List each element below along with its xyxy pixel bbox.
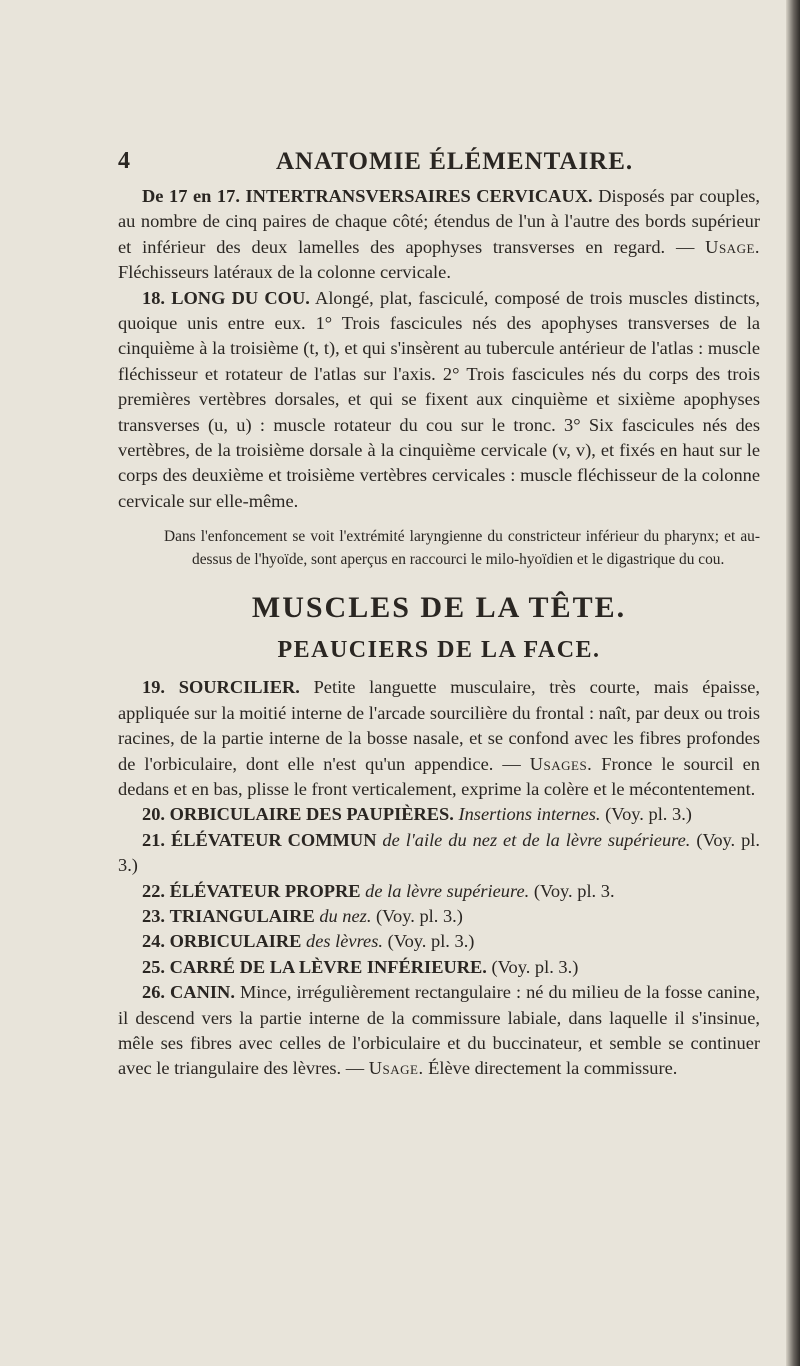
- page-number: 4: [118, 148, 130, 174]
- entry-name: SOURCILIER.: [178, 677, 300, 698]
- entry-name: ORBICULAIRE DES PAUPIÈRES.: [169, 804, 454, 825]
- book-page: [118, 148, 760, 1082]
- entry-name: CANIN.: [170, 982, 235, 1003]
- entry-ref: (Voy. pl. 3.): [600, 804, 692, 825]
- entry-name: ORBICULAIRE: [169, 931, 302, 952]
- entry-number: 19.: [142, 677, 165, 698]
- entry-name: LONG DU COU.: [171, 287, 310, 308]
- entry-italic: du nez.: [314, 905, 372, 926]
- entry-ref: (Voy. pl. 3.): [382, 931, 475, 952]
- entry-ref: (Voy. pl. 3.): [118, 829, 760, 876]
- entry-text: Fléchisseurs latéraux de la colonne cervicale.: [118, 262, 451, 283]
- entry-ref: (Voy. pl. 3.): [486, 956, 579, 977]
- entry-text: Petite languette musculaire, très courte, mais épaisse, appliquée sur la moitié interne de l'arcade sourcilière du frontal : naît, par deux ou trois racines, de la partie interne de la bosse nasale, et se confond avec les fibres profondes de l'orbiculaire, dont elle n'est qu'un appendice. —: [118, 677, 760, 774]
- entry-number: 24.: [142, 931, 165, 952]
- entry-number: 25.: [142, 956, 165, 977]
- entry-text: Disposés par couples, au nombre de cinq paires de chaque côté; étendus de l'un à l'autre des bords supérieur et inférieur des deux lamelles des apophyses transverses en regard. —: [118, 186, 760, 257]
- entry-name: ÉLÉVATEUR COMMUN: [170, 829, 377, 850]
- entry-intertransversaires: [118, 184, 760, 286]
- entry-number: 22.: [142, 880, 165, 901]
- section-title: MUSCLES DE LA TÊTE.: [251, 591, 627, 625]
- entry-orbiculaire-levres: [118, 929, 760, 954]
- entry-elevateur-commun: [118, 828, 760, 879]
- entry-number: 23.: [142, 905, 165, 926]
- entry-number: 26.: [142, 982, 165, 1003]
- entry-italic: de la lèvre supérieure.: [360, 880, 530, 901]
- entry-number: 18.: [142, 287, 165, 308]
- running-title: ANATOMIE ÉLÉMENTAIRE.: [276, 148, 634, 175]
- figure-note: Dans l'enfoncement se voit l'extrémité laryngienne du constricteur inférieur du pharynx; et au-dessus de l'hyoïde, sont aperçus en raccourci le milo-hyoïdien et le digastrique du cou.: [164, 528, 760, 569]
- entry-italic: des lèvres.: [301, 931, 383, 952]
- entry-ref: (Voy. pl. 3.: [529, 880, 615, 901]
- entry-text: Alongé, plat, fasciculé, composé de trois muscles distincts, quoique unis entre eux. 1° Trois fascicules nés des apophyses transverses de la cinquième à la troisième (t, t), et qui s'insèrent au tubercule antérieur de l'atlas : muscle fléchisseur et rotateur de l'atlas sur l'axis. 2° Trois fascicules nés du corps des trois premières vertèbres dorsales, et qui se fixent aux cinquième et sixième apophyses transverses (u, u) : muscle rotateur du cou sur le tronc. 3° Six fascicules nés des vertèbres, de la troisième dorsale à la cinquième cervicale (v, v), et fixés en haut sur le corps des deuxième et troisième vertèbres cervicales : muscle fléchisseur de la colonne cervicale sur elle-même.: [118, 287, 760, 511]
- entry-text: Élève directement la commissure.: [423, 1058, 678, 1079]
- entry-canin: [118, 980, 760, 1082]
- entry-italic: de l'aile du nez et de la lèvre supérieure.: [376, 829, 691, 850]
- entry-text: Mince, irrégulièrement rectangulaire : né du milieu de la fosse canine, il descend vers la partie interne de la commissure labiale, dans laquelle il s'insinue, mêle ses fibres avec celles de l'orbiculaire et du buccinateur, et semble se continuer avec le triangulaire des lèvres. —: [118, 982, 760, 1079]
- entry-carre-levre: [118, 955, 760, 980]
- entry-ref: (Voy. pl. 3.): [371, 905, 463, 926]
- usage-label: Usage.: [705, 236, 760, 257]
- entry-number: De 17 en 17.: [142, 186, 240, 206]
- entry-text: Fronce le sourcil en dedans et en bas, plisse le front verticalement, exprime la colère et le mécontentement.: [118, 753, 760, 799]
- entry-sourcilier: [118, 675, 760, 802]
- usage-label: Usages.: [529, 753, 593, 774]
- entry-name: INTERTRANSVERSAIRES CERVICAUX.: [245, 186, 593, 206]
- entry-italic: Insertions internes.: [453, 804, 601, 825]
- running-head: [118, 148, 760, 184]
- entry-elevateur-propre: [118, 879, 760, 904]
- entry-name: TRIANGULAIRE: [169, 905, 315, 926]
- usage-label: Usage.: [368, 1058, 424, 1079]
- page-edge-shadow: [786, 0, 800, 1366]
- entry-long-du-cou: [118, 286, 760, 515]
- entry-triangulaire-nez: [118, 904, 760, 929]
- entry-name: CARRÉ DE LA LÈVRE INFÉRIEURE.: [169, 956, 487, 977]
- section-subtitle: PEAUCIERS DE LA FACE.: [277, 637, 601, 664]
- entry-name: ÉLÉVATEUR PROPRE: [169, 880, 361, 901]
- entry-number: 21.: [142, 829, 165, 850]
- entry-orbiculaire-paupieres: [118, 802, 760, 827]
- entry-number: 20.: [142, 804, 165, 825]
